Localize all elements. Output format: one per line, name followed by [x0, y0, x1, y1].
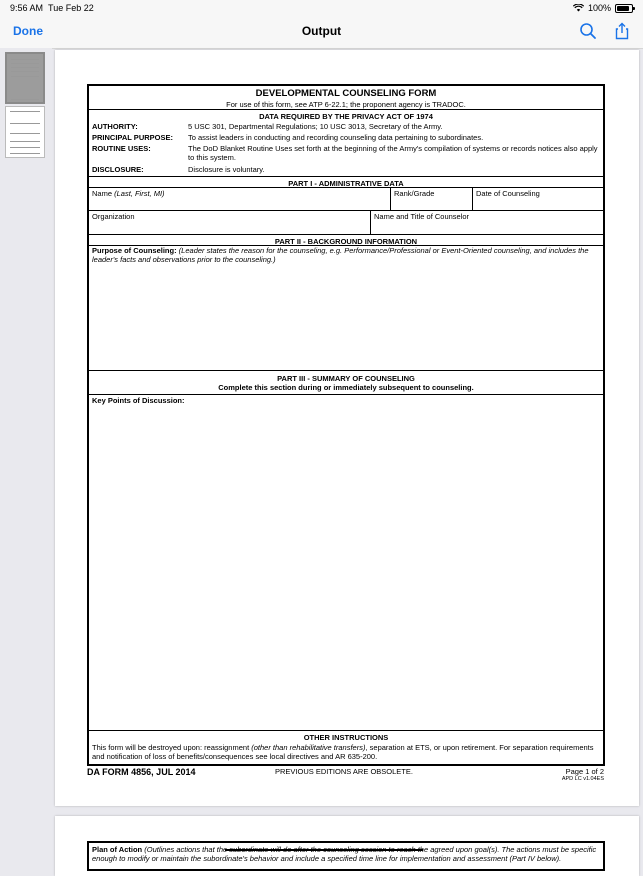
other-instructions-text: This form will be destroyed upon: reassignment (other than rehabilitative transfers), separation at ETS, or upon retirement. For separation requirements and notification of loss of benefits/consequences see local directives and AR 635-200. — [92, 743, 594, 761]
battery-icon — [615, 4, 633, 13]
navigation-bar — [0, 16, 643, 49]
scribble-mark — [225, 849, 423, 851]
done-button[interactable]: Done — [13, 24, 43, 38]
purpose-of-counseling-field[interactable]: Purpose of Counseling: (Leader states the reason for the counseling, e.g. Performance/Professional or Event-Oriented counseling, and includes the leader's facts and observations prior to the counseling.) — [92, 246, 589, 264]
form-title: DEVELOPMENTAL COUNSELING FORM — [255, 88, 437, 99]
part3-subheader: Complete this section during or immediately subsequent to counseling. — [218, 383, 474, 392]
key-points-field[interactable]: Key Points of Discussion: — [92, 396, 185, 405]
plan-of-action-box[interactable] — [87, 841, 605, 871]
rank-grade-label[interactable]: Rank/Grade — [394, 189, 435, 198]
counseling-form — [87, 84, 605, 766]
page-thumbnails — [0, 48, 52, 858]
share-icon[interactable] — [613, 22, 631, 40]
search-icon[interactable] — [579, 22, 597, 40]
organization-label[interactable]: Organization — [92, 212, 135, 221]
routine-uses-label: ROUTINE USES: — [92, 144, 151, 153]
routine-uses-text: The DoD Blanket Routine Uses set forth at the beginning of the Army's compilation of systems or records notices also apply to this system. — [188, 144, 598, 162]
page-number: Page 1 of 2 — [565, 767, 604, 776]
authority-text: 5 USC 301, Departmental Regulations; 10 USC 3013, Secretary of the Army. — [188, 122, 443, 131]
plan-of-action-text: Plan of Action (Outlines actions that the subordinate will do after the counseling session to reach the agreed upon goal(s). The actions must be specific enough to modify or maintain the subordinate's behavior and include a specified time line for implementation and assessment (Part IV below). — [92, 845, 597, 863]
form-subtitle: For use of this form, see ATP 6-22.1; the proponent agency is TRADOC. — [226, 100, 466, 109]
part2-header: PART II - BACKGROUND INFORMATION — [274, 237, 418, 246]
principal-purpose-text: To assist leaders in conducting and recording counseling data pertaining to subordinates. — [188, 133, 484, 142]
form-version: APD LC v1.04ES — [561, 776, 604, 782]
page-thumbnail-1[interactable] — [5, 52, 45, 104]
status-right — [573, 3, 633, 13]
name-field-label[interactable]: Name (Last, First, MI) — [92, 189, 165, 198]
other-instructions-header: OTHER INSTRUCTIONS — [303, 733, 389, 742]
privacy-header: DATA REQUIRED BY THE PRIVACY ACT OF 1974 — [259, 112, 433, 121]
page-title: Output — [301, 24, 342, 38]
page-thumbnail-2[interactable] — [5, 106, 45, 158]
disclosure-label: DISCLOSURE: — [92, 165, 144, 174]
part3-header: PART III - SUMMARY OF COUNSELING — [277, 374, 415, 383]
obsolete-notice: PREVIOUS EDITIONS ARE OBSOLETE. — [275, 767, 413, 776]
battery-percent: 100% — [587, 3, 611, 13]
principal-purpose-label: PRINCIPAL PURPOSE: — [92, 133, 173, 142]
date-of-counseling-label[interactable]: Date of Counseling — [476, 189, 540, 198]
status-time: 9:56 AM Tue Feb 22 — [10, 3, 94, 13]
part1-header: PART I - ADMINISTRATIVE DATA — [288, 179, 404, 188]
wifi-icon — [573, 4, 584, 12]
status-bar — [0, 0, 643, 16]
form-number: DA FORM 4856, JUL 2014 — [87, 767, 196, 777]
counselor-name-title-label[interactable]: Name and Title of Counselor — [374, 212, 470, 221]
disclosure-text: Disclosure is voluntary. — [188, 165, 265, 174]
authority-label: AUTHORITY: — [92, 122, 138, 131]
